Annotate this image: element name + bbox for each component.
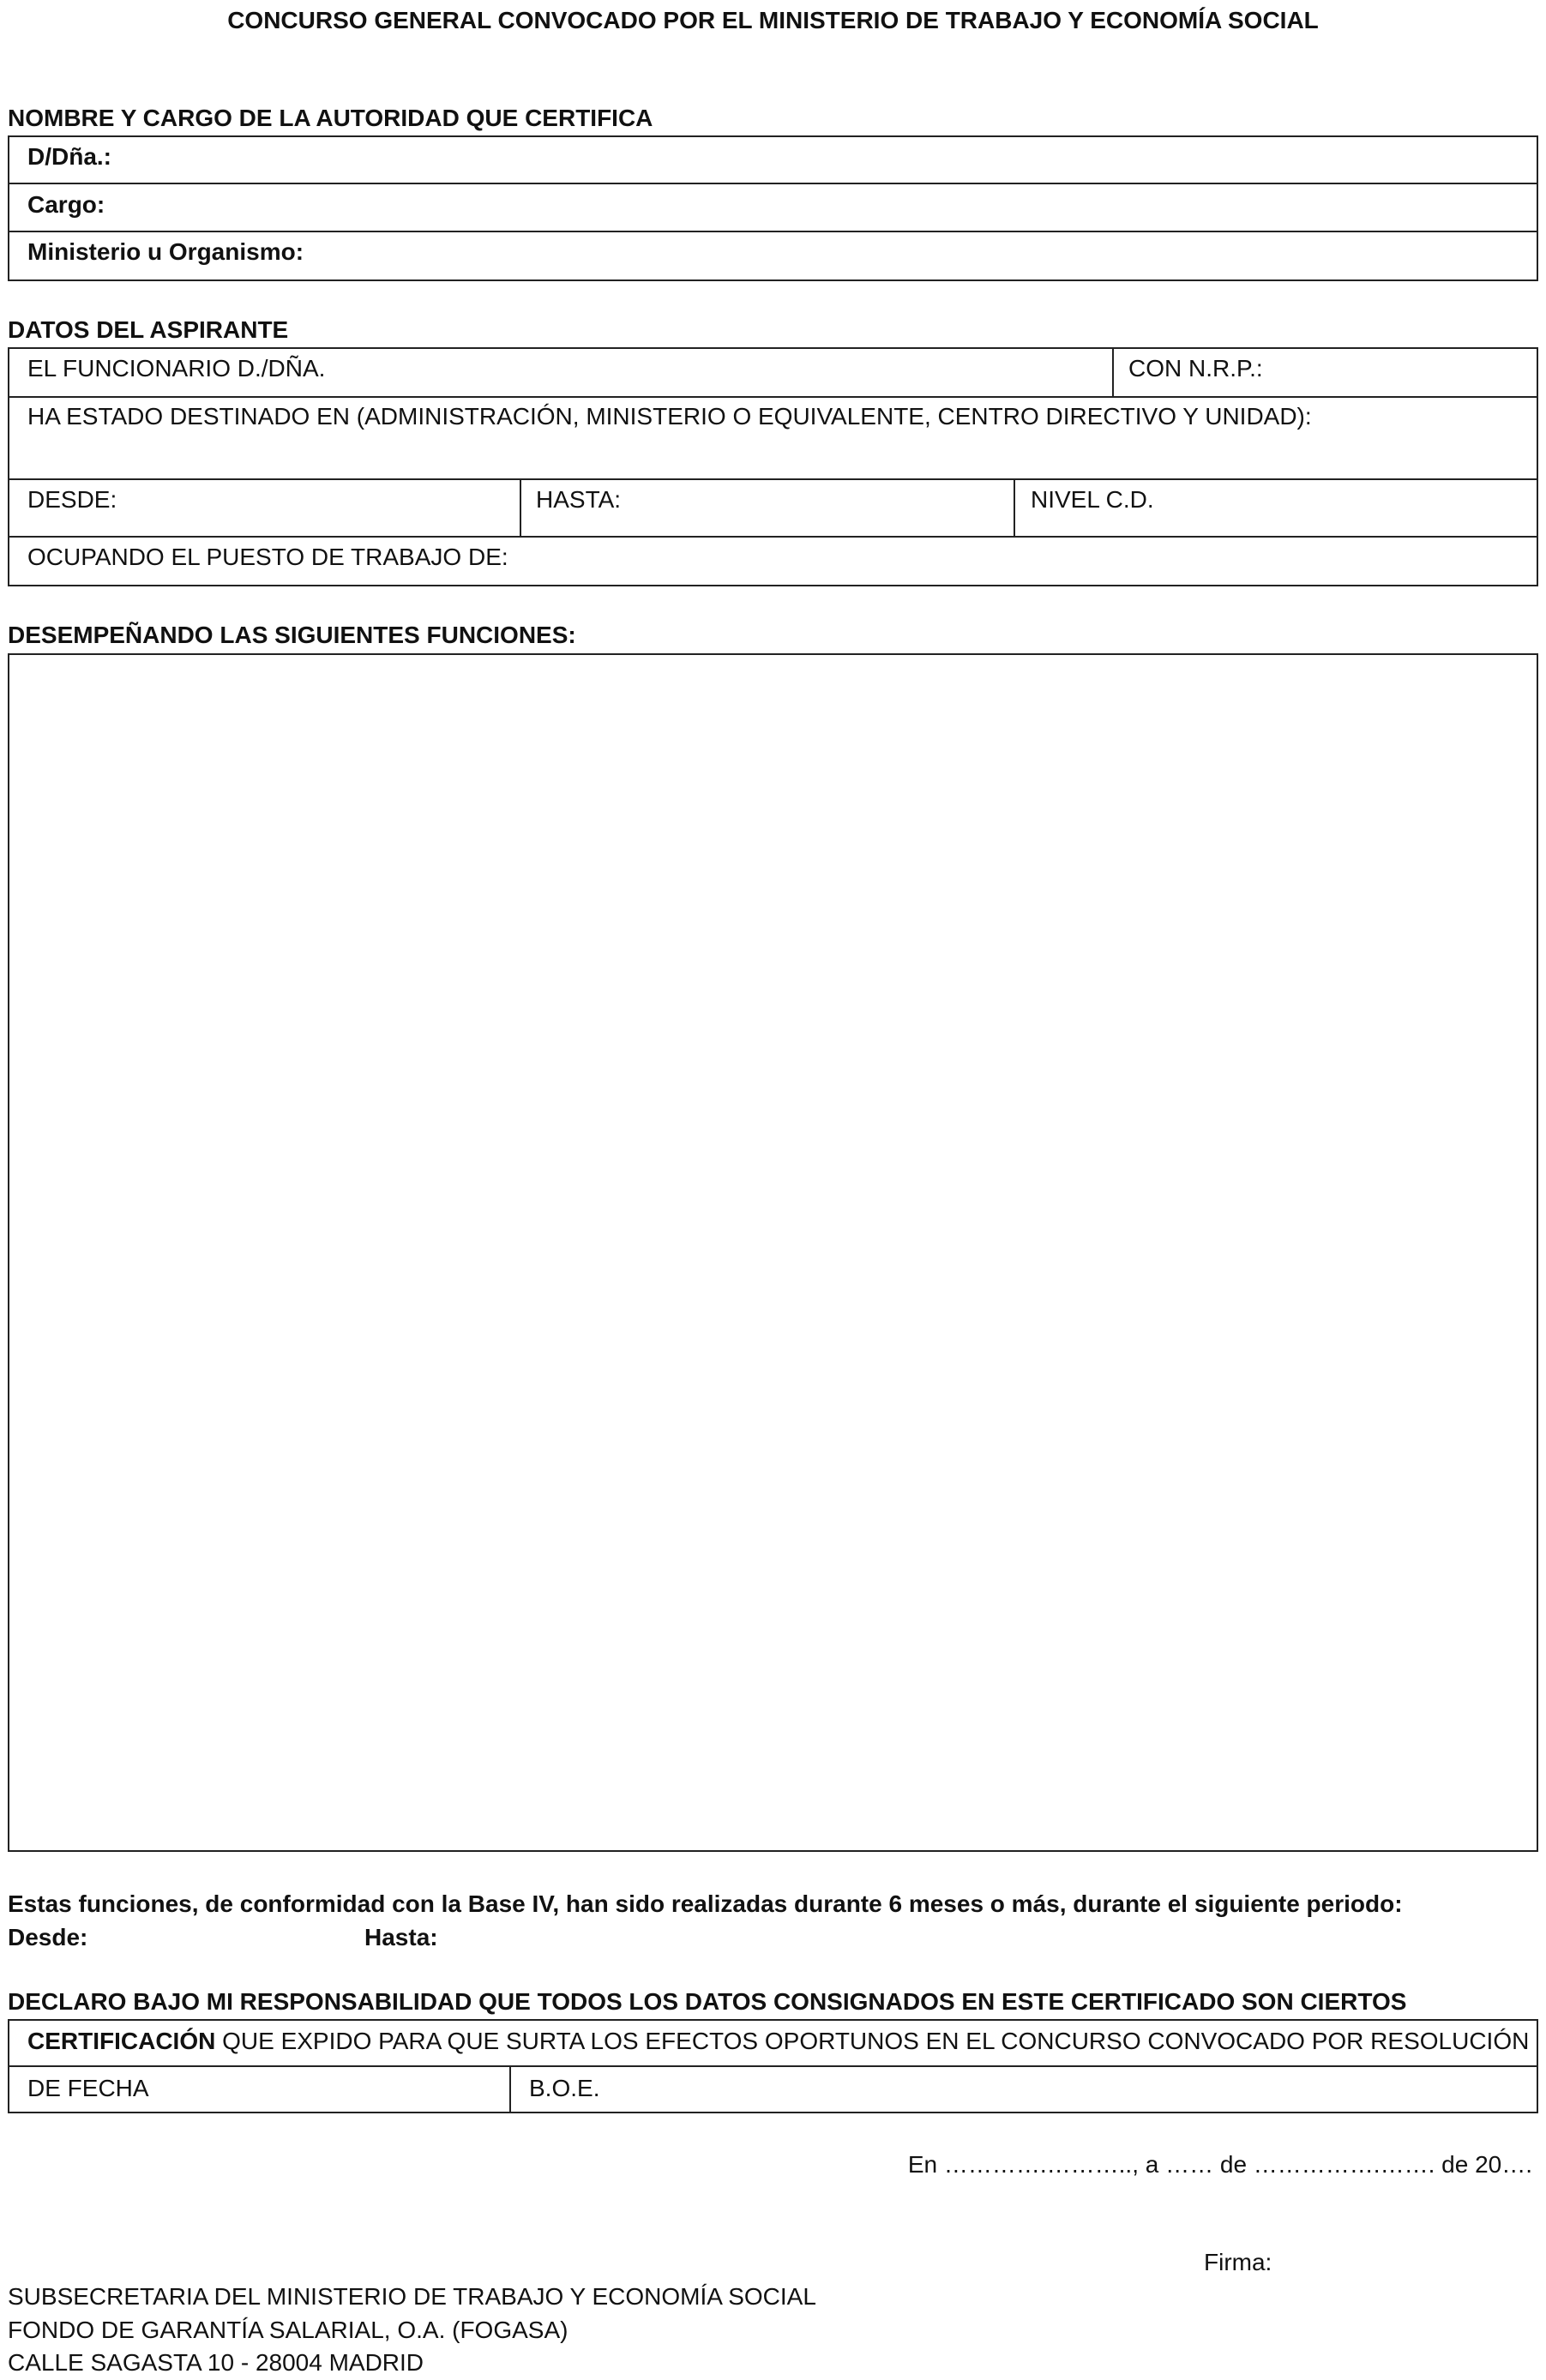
official-name-label: EL FUNCIONARIO D./DÑA. [27, 355, 326, 382]
footer-line-1: SUBSECRETARIA DEL MINISTERIO DE TRABAJO Y ECONOMÍA SOCIAL [8, 2283, 816, 2310]
level-label: NIVEL C.D. [1031, 486, 1154, 513]
signature-label: Firma: [1204, 2249, 1272, 2275]
footer-line-2: FONDO DE GARANTÍA SALARIAL, O.A. (FOGASA) [8, 2317, 568, 2343]
period-statement: Estas funciones, de conformidad con la Base IV, han sido realizadas durante 6 meses o más, durante el siguiente periodo: [8, 1890, 1403, 1917]
period-from-label: Desde: [8, 1924, 88, 1950]
place-date-line: En ………….……….., a …… de …………….……. de 20…. [907, 2151, 1532, 2178]
certification-bold: CERTIFICACIÓN [27, 2028, 216, 2054]
assigned-label: HA ESTADO DESTINADO EN (ADMINISTRACIÓN, MINISTERIO O EQUIVALENTE, CENTRO DIRECTIVO Y UNIDAD): [27, 403, 1312, 430]
functions-heading: DESEMPEÑANDO LAS SIGUIENTES FUNCIONES: [8, 622, 576, 648]
authority-name-label: D/Dña.: [27, 143, 111, 170]
certification-rest: QUE EXPIDO PARA QUE SURTA LOS EFECTOS OPORTUNOS EN EL CONCURSO CONVOCADO POR RESOLUCIÓN [215, 2028, 1530, 2054]
post-label: OCUPANDO EL PUESTO DE TRABAJO DE: [27, 544, 508, 570]
nrp-label: CON N.R.P.: [1128, 355, 1263, 382]
declaration-heading: DECLARO BAJO MI RESPONSABILIDAD QUE TODOS LOS DATOS CONSIGNADOS EN ESTE CERTIFICADO SON CIERTOS [8, 1988, 1407, 2015]
applicant-box [8, 347, 1538, 586]
date-label: DE FECHA [27, 2075, 149, 2101]
certification-text [27, 2027, 1529, 2056]
to-label: HASTA: [536, 486, 622, 513]
footer-line-3: CALLE SAGASTA 10 - 28004 MADRID [8, 2349, 424, 2376]
authority-heading: NOMBRE Y CARGO DE LA AUTORIDAD QUE CERTIFICA [8, 105, 653, 131]
certification-box [8, 2019, 1538, 2113]
boe-label: B.O.E. [529, 2075, 600, 2101]
period-to-label: Hasta: [364, 1924, 438, 1950]
applicant-heading: DATOS DEL ASPIRANTE [8, 316, 289, 343]
functions-textarea[interactable] [8, 653, 1538, 1852]
page-title: CONCURSO GENERAL CONVOCADO POR EL MINISTERIO DE TRABAJO Y ECONOMÍA SOCIAL [227, 7, 1319, 33]
authority-position-label: Cargo: [27, 191, 105, 218]
authority-ministry-label: Ministerio u Organismo: [27, 238, 304, 265]
from-label: DESDE: [27, 486, 117, 513]
authority-box [8, 135, 1538, 281]
